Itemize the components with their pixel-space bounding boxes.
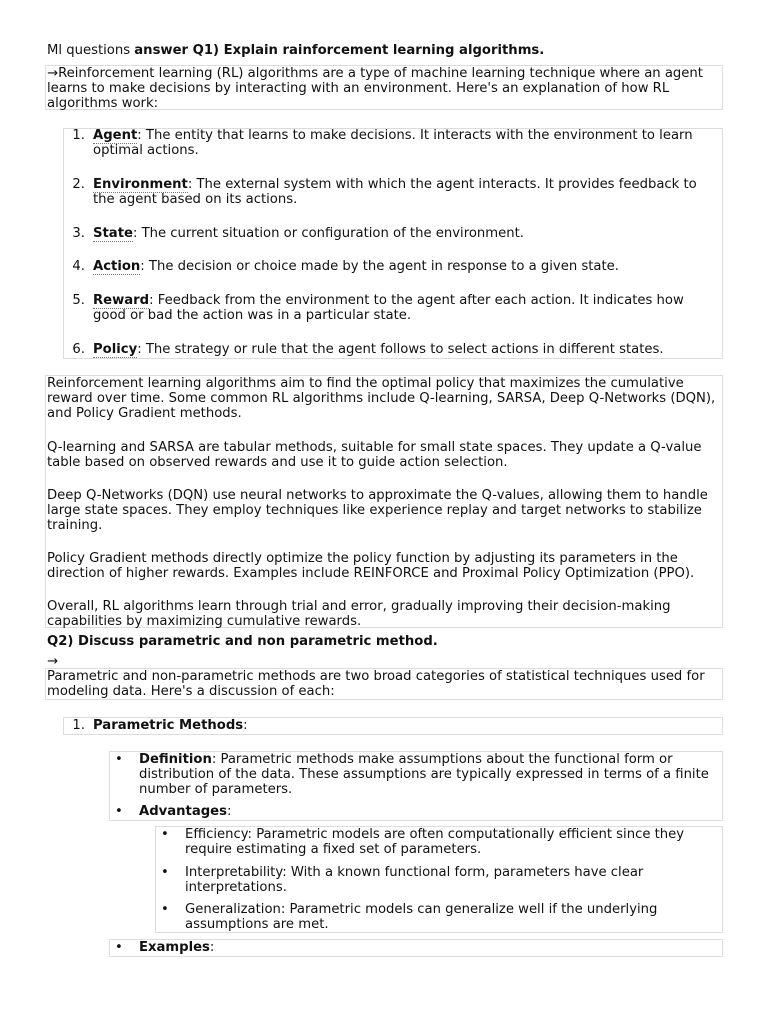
intro-block [45,65,723,110]
term-action: Action [93,259,141,274]
list-item-parametric-methods: 1. Parametric Methods: [93,718,716,733]
list-number: 4. [72,259,85,274]
list-number: 1. [72,718,85,733]
heading-prefix: Ml questions [47,43,135,58]
term-agent: Agent [93,128,138,143]
term-advantages: Advantages [139,804,227,819]
bullet-icon: • [115,940,123,955]
advantage-text: Generalization: Parametric models can generalize well if the underlying assumptions are met. [185,902,658,932]
summary-paragraph: Overall, RL algorithms learn through trial and error, gradually improving their decision-making capabilities by maximizing cumulative rewards. [47,599,671,629]
summary-paragraph: Deep Q-Networks (DQN) use neural networks to approximate the Q-values, allowing them to handle large state spaces. They employ techniques like experience replay and target networks to stabilize training. [47,488,708,533]
term-description: : The external system with which the agent interacts. It provides feedback to the agent based on its actions. [93,177,697,207]
list-number: 1. [72,128,85,143]
term-policy: Policy [93,342,138,357]
advantage-text: Interpretability: With a known functional form, parameters have clear interpretations. [185,865,644,895]
summary-paragraph: Q-learning and SARSA are tabular methods, suitable for small state spaces. They update a Q-value table based on observed rewards and use it to guide action selection. [47,440,702,470]
list-number: 2. [72,177,85,192]
term-description: : The decision or choice made by the agent in response to a given state. [140,259,619,274]
term-description: : The current situation or configuration of the environment. [132,226,524,241]
term-environment: Environment [93,177,188,192]
bullet-advantages: • Advantages: [115,804,232,819]
list-item-action [72,259,716,274]
term-description: : Feedback from the environment to the agent after each action. It indicates how good or bad the action was in a particular state. [93,293,684,323]
bullet-icon: • [161,865,169,880]
list-number: 6. [72,342,85,357]
list-number: 3. [72,226,85,241]
question-2-title: Q2) Discuss parametric and non parametric method. [47,634,438,649]
q2-intro-block [45,668,723,700]
advantage-item [161,865,716,895]
advantage-item [161,902,716,932]
bullet-examples: • Examples: [115,940,215,955]
bullet-icon: • [161,902,169,917]
term-description: : The entity that learns to make decisions. It interacts with the environment to learn optimal actions. [93,128,693,158]
list-item-reward [72,293,716,323]
bullet-icon: • [161,827,169,842]
term-description: : Parametric methods make assumptions about the functional form or distribution of the data. These assumptions are typically expressed in terms of a finite number of parameters. [139,752,709,797]
list-item-environment [72,177,716,207]
list-number: 5. [72,293,85,308]
advantage-text: Efficiency: Parametric models are often computationally efficient since they require estimating a fixed set of parameters. [185,827,685,857]
list-item-agent [72,128,716,158]
term-state: State [93,226,133,241]
term-reward: Reward [93,293,150,308]
bullet-icon: • [115,804,123,819]
question-1-title: answer Q1) Explain rainforcement learning algorithms. [134,43,545,58]
term-definition: Definition [139,752,212,767]
arrow-icon: → [47,66,59,81]
term-description: : The strategy or rule that the agent follows to select actions in different states. [137,342,664,357]
page-heading [47,43,727,58]
arrow-icon: → [47,654,59,669]
intro-text: Reinforcement learning (RL) algorithms are a type of machine learning technique where an agent learns to make decisions by interacting with an environment. Here's an explanation of how RL algorithms work: [47,66,703,111]
term-parametric-methods: Parametric Methods [93,718,244,733]
bullet-definition [115,752,716,797]
list-item-policy [72,342,716,357]
rl-components-list [63,128,723,359]
summary-paragraph: Reinforcement learning algorithms aim to find the optimal policy that maximizes the cumulative reward over time. Some common RL algorithms include Q-learning, SARSA, Deep Q-Networks (DQN), and Policy Gradient methods. [47,376,716,421]
bullet-icon: • [115,752,123,767]
intro-paragraph [47,66,721,111]
advantage-item [161,827,716,857]
q2-intro-text: Parametric and non-parametric methods are two broad categories of statistical techniques used for modeling data. Here's a discussion of each: [47,669,705,699]
term-examples: Examples [139,940,210,955]
rl-summary-block [45,375,723,628]
list-item-state [72,226,716,241]
summary-paragraph: Policy Gradient methods directly optimize the policy function by adjusting its parameters in the direction of higher rewards. Examples include REINFORCE and Proximal Policy Optimization (PPO). [47,551,695,581]
